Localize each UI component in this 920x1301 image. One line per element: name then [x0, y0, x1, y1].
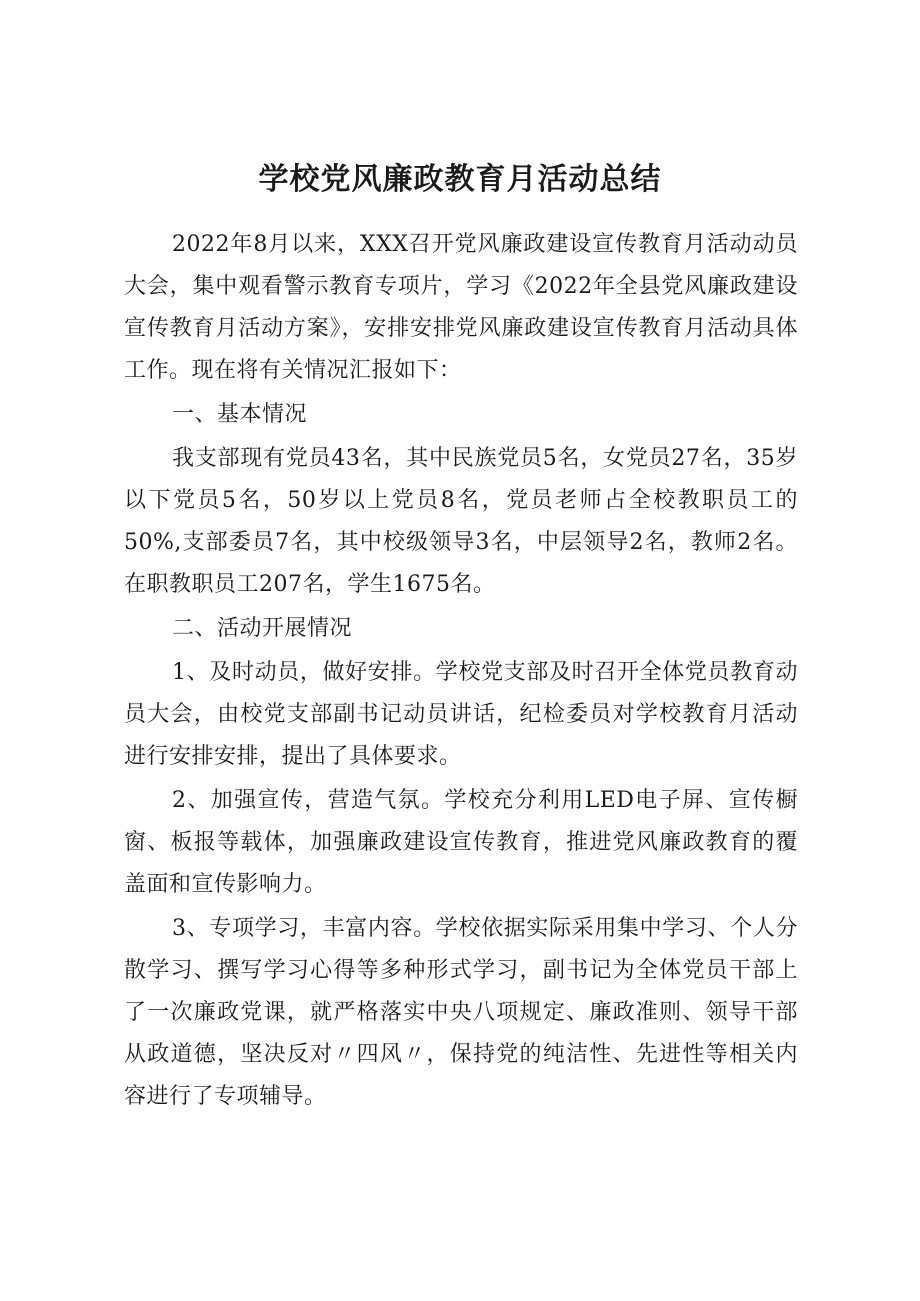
document-body — [124, 224, 798, 1120]
activity-item-1: 1、及时动员，做好安排。学校党支部及时召开全体党员教育动员大会，由校党支部副书记动员讲话，纪检委员对学校教育月活动进行安排安排，提出了具体要求。 — [124, 660, 798, 769]
section-heading-basic-situation: 一、基本情况 — [172, 402, 308, 427]
activity-item-3: 3、专项学习，丰富内容。学校依据实际采用集中学习、个人分散学习、撰写学习心得等多种形式学习，副书记为全体党员干部上了一次廉政党课，就严格落实中央八项规定、廉政准则、领导干部从政道德，坚决反对〃四风〃，保持党的纯洁性、先进性等相关内容进行了专项辅导。 — [124, 916, 798, 1109]
basic-situation-paragraph: 我支部现有党员43名，其中民族党员5名，女党员27名，35岁以下党员5名，50岁以上党员8名，党员老师占全校教职员工的50%,支部委员7名，其中校级领导3名，中层领导2名，教师2名。在职教职员工207名，学生1675名。 — [124, 446, 798, 597]
intro-paragraph: 2022年8月以来，XXX召开党风廉政建设宣传教育月活动动员大会，集中观看警示教育专项片，学习《2022年全县党风廉政建设宣传教育月活动方案》，安排安排党风廉政建设宣传教育月活动具体工作。现在将有关情况汇报如下： — [124, 232, 798, 383]
section-heading-activities: 二、活动开展情况 — [172, 616, 353, 641]
activity-item-2: 2、加强宣传，营造气氛。学校充分利用LED电子屏、宣传橱窗、板报等载体，加强廉政建设宣传教育，推进党风廉政教育的覆盖面和宣传影响力。 — [124, 788, 798, 897]
document-title: 学校党风廉政教育月活动总结 — [258, 162, 662, 197]
